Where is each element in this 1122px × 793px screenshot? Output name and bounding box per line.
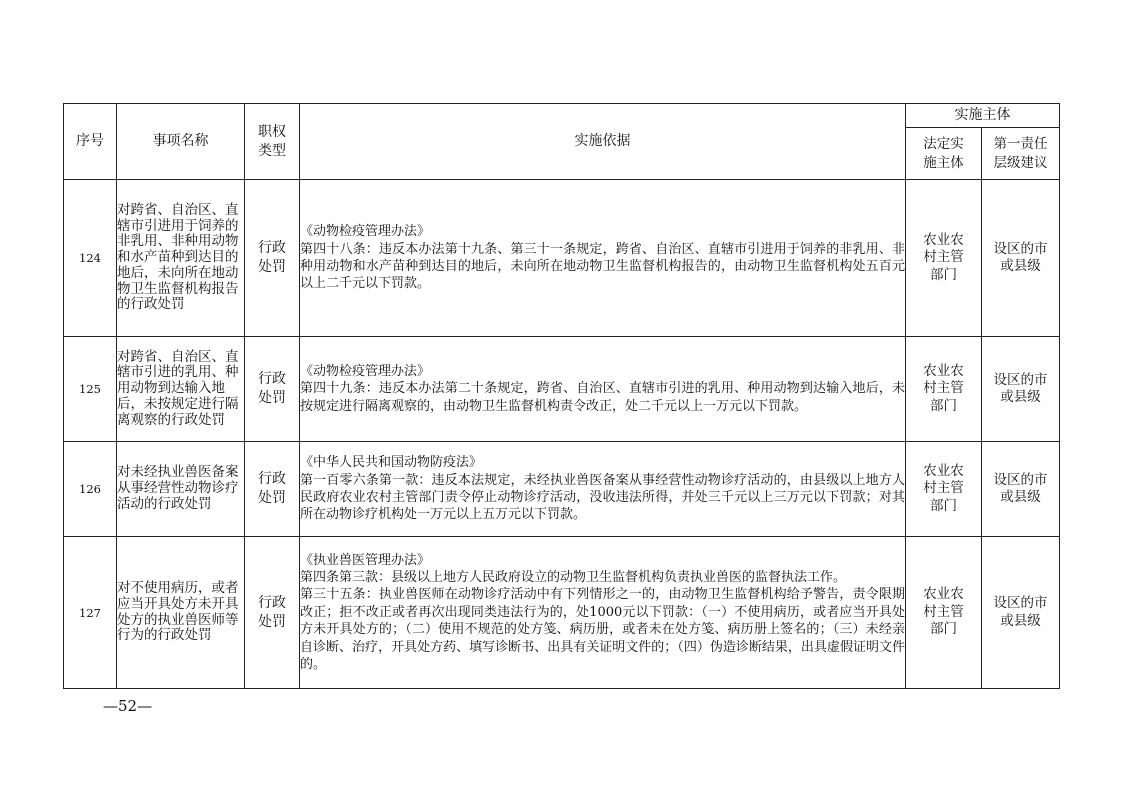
basis-article: 第三十五条：执业兽医师在动物诊疗活动中有下列情形之一的，由动物卫生监督机构给予警告，责令限期改正；拒不改正或者再次出现同类违法行为的，处1000元以下罚款：（一）不使用病历，或者应当开具处方未开具处方的；（二）使用不规范的处方笺、病历册，或者未在处方笺、病历册上签名的；（三）未经亲自诊断、治疗，开具处方药、填写诊断书、出具有关证明文件的；（四）伪造诊断结果，出具虚假证明文件的。 (300, 587, 905, 673)
header-first-level: 第一责任层级建议 (982, 128, 1060, 180)
item-name: 对跨省、自治区、直辖市引进用于饲养的非乳用、非种用动物和水产苗种到达目的地后，未向所在地动物卫生监督机构报告的行政处罚 (117, 180, 245, 337)
header-type: 职权类型 (245, 104, 300, 180)
header-name: 事项名称 (117, 104, 245, 180)
header-basis: 实施依据 (300, 104, 906, 180)
header-legal-subject: 法定实施主体 (906, 128, 982, 180)
header-no: 序号 (64, 104, 117, 180)
item-name: 对跨省、自治区、直辖市引进的乳用、种用动物到达输入地后，未按规定进行隔离观察的行政处罚 (117, 337, 245, 442)
basis-law-title: 《动物检疫管理办法》 (300, 224, 431, 240)
first-level: 设区的市或县级 (982, 337, 1060, 442)
basis-article: 第一百零六条第一款：违反本法规定，未经执业兽医备案从事经营性动物诊疗活动的，由县级以上地方人民政府农业农村主管部门责令停止动物诊疗活动，没收违法所得，并处三千元以上三万元以下罚款；对其所在动物诊疗机构处一万元以上五万元以下罚款。 (300, 472, 905, 523)
header-subject-group: 实施主体 (906, 104, 1060, 128)
legal-subject: 农业农村主管部门 (906, 337, 982, 442)
table-row (64, 537, 1060, 689)
page-number: —52— (103, 697, 153, 715)
first-level: 设区的市或县级 (982, 442, 1060, 537)
row-no: 126 (64, 442, 117, 537)
enforcement-items-table (63, 103, 1060, 689)
legal-subject: 农业农村主管部门 (906, 442, 982, 537)
legal-subject: 农业农村主管部门 (906, 537, 982, 689)
power-type: 行政处罚 (245, 337, 300, 442)
basis-cell (300, 442, 906, 537)
row-no: 127 (64, 537, 117, 689)
basis-law-title: 《执业兽医管理办法》 (300, 552, 431, 568)
table-row (64, 180, 1060, 337)
legal-subject: 农业农村主管部门 (906, 180, 982, 337)
basis-article: 第四十八条：违反本办法第十九条、第三十一条规定，跨省、自治区、直辖市引进用于饲养的非乳用、非种用动物和水产苗种到达目的地后，未向所在地动物卫生监督机构报告的，由动物卫生监督机构处五百元以上二千元以下罚款。 (300, 241, 905, 292)
table-row (64, 442, 1060, 537)
first-level: 设区的市或县级 (982, 537, 1060, 689)
row-no: 124 (64, 180, 117, 337)
basis-article: 第四条第三款：县级以上地方人民政府设立的动物卫生监督机构负责执业兽医的监督执法工作。 (300, 569, 847, 585)
power-type: 行政处罚 (245, 442, 300, 537)
basis-cell (300, 337, 906, 442)
basis-law-title: 《动物检疫管理办法》 (300, 363, 431, 379)
power-type: 行政处罚 (245, 537, 300, 689)
basis-cell (300, 537, 906, 689)
power-type: 行政处罚 (245, 180, 300, 337)
basis-law-title: 《中华人民共和国动物防疫法》 (300, 455, 483, 471)
table-row (64, 337, 1060, 442)
row-no: 125 (64, 337, 117, 442)
item-name: 对未经执业兽医备案从事经营性动物诊疗活动的行政处罚 (117, 442, 245, 537)
first-level: 设区的市或县级 (982, 180, 1060, 337)
basis-article: 第四十九条：违反本办法第二十条规定，跨省、自治区、直辖市引进的乳用、种用动物到达输入地后，未按规定进行隔离观察的，由动物卫生监督机构责令改正，处二千元以上一万元以下罚款。 (300, 381, 905, 414)
item-name: 对不使用病历，或者应当开具处方未开具处方的执业兽医师等行为的行政处罚 (117, 537, 245, 689)
basis-cell (300, 180, 906, 337)
